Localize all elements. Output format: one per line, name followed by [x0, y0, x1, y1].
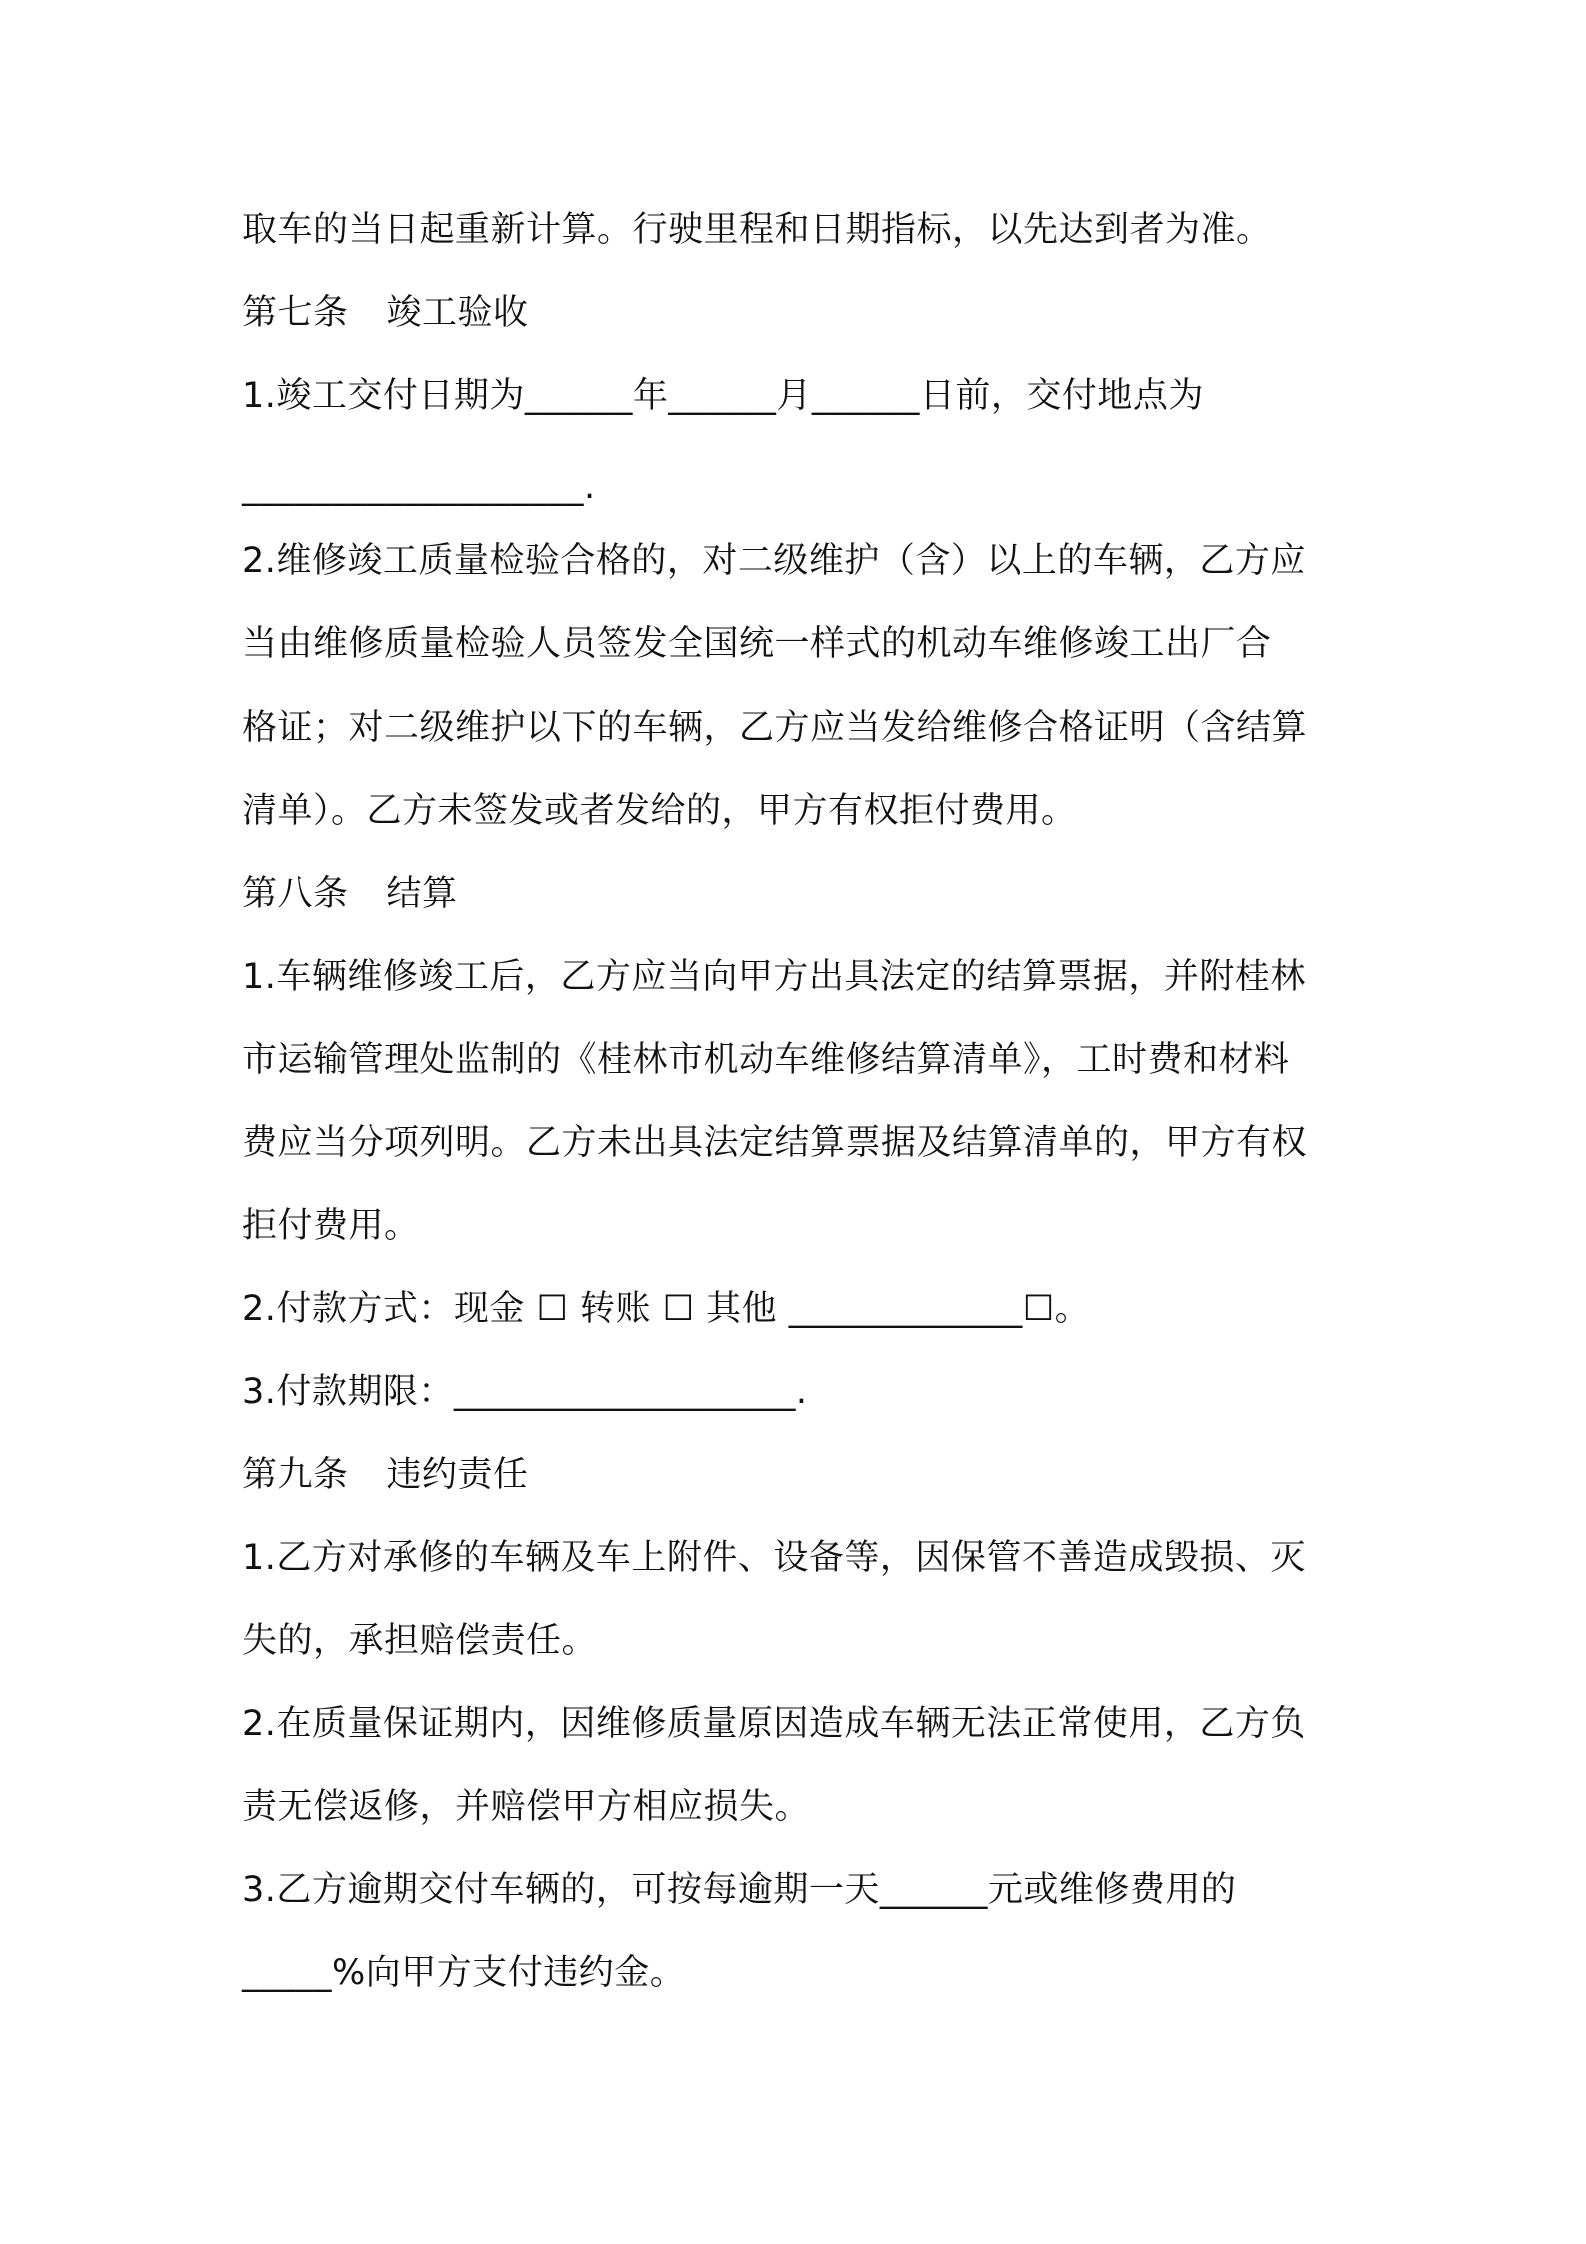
paragraph-line: 2.维修竣工质量检验合格的，对二级维护（含）以上的车辆，乙方应	[242, 541, 1306, 581]
article-title: 违约责任	[386, 1455, 529, 1495]
article-title: 竣工验收	[386, 293, 529, 333]
payment-deadline-line: 3.付款期限：___________________.	[242, 1372, 808, 1412]
paragraph-line: 2.在质量保证期内，因维修质量原因造成车辆无法正常使用，乙方负	[242, 1704, 1306, 1744]
article-8-heading	[242, 872, 458, 916]
paragraph-line: 失的，承担赔偿责任。	[242, 1621, 598, 1661]
article-number: 第九条	[242, 1455, 349, 1495]
article-9-heading	[242, 1453, 529, 1497]
article-number: 第八条	[242, 874, 349, 914]
article-number: 第七条	[242, 293, 349, 333]
paragraph-line: 1.乙方对承修的车辆及车上附件、设备等，因保管不善造成毁损、灭	[242, 1538, 1306, 1578]
paragraph-line: 取车的当日起重新计算。行驶里程和日期指标，以先达到者为准。	[242, 210, 1272, 250]
paragraph-line: 费应当分项列明。乙方未出具法定结算票据及结算清单的，甲方有权	[242, 1123, 1308, 1163]
blank-line: ___________________.	[242, 467, 596, 507]
paragraph-line: 责无偿返修，并赔偿甲方相应损失。	[242, 1787, 811, 1827]
paragraph-line: 格证；对二级维护以下的车辆，乙方应当发给维修合格证明（含结算	[242, 708, 1308, 748]
article-title: 结算	[386, 874, 458, 914]
paragraph-line: 市运输管理处监制的《桂林市机动车维修结算清单》，工时费和材料	[242, 1040, 1290, 1080]
paragraph-line: 1.车辆维修竣工后，乙方应当向甲方出具法定的结算票据，并附桂林	[242, 957, 1306, 997]
article-7-heading	[242, 291, 529, 335]
payment-method-line: 2.付款方式：现金 ☐ 转账 ☐ 其他 _____________☐。	[242, 1289, 1091, 1329]
paragraph-line: 1.竣工交付日期为______年______月______日前，交付地点为	[242, 376, 1204, 416]
paragraph-line: 拒付费用。	[242, 1206, 420, 1246]
paragraph-line: 清单）。乙方未签发或者发给的，甲方有权拒付费用。	[242, 791, 1077, 831]
paragraph-line: _____%向甲方支付违约金。	[242, 1953, 686, 1993]
paragraph-line: 当由维修质量检验人员签发全国统一样式的机动车维修竣工出厂合	[242, 624, 1272, 664]
paragraph-line: 3.乙方逾期交付车辆的，可按每逾期一天______元或维修费用的	[242, 1870, 1237, 1910]
